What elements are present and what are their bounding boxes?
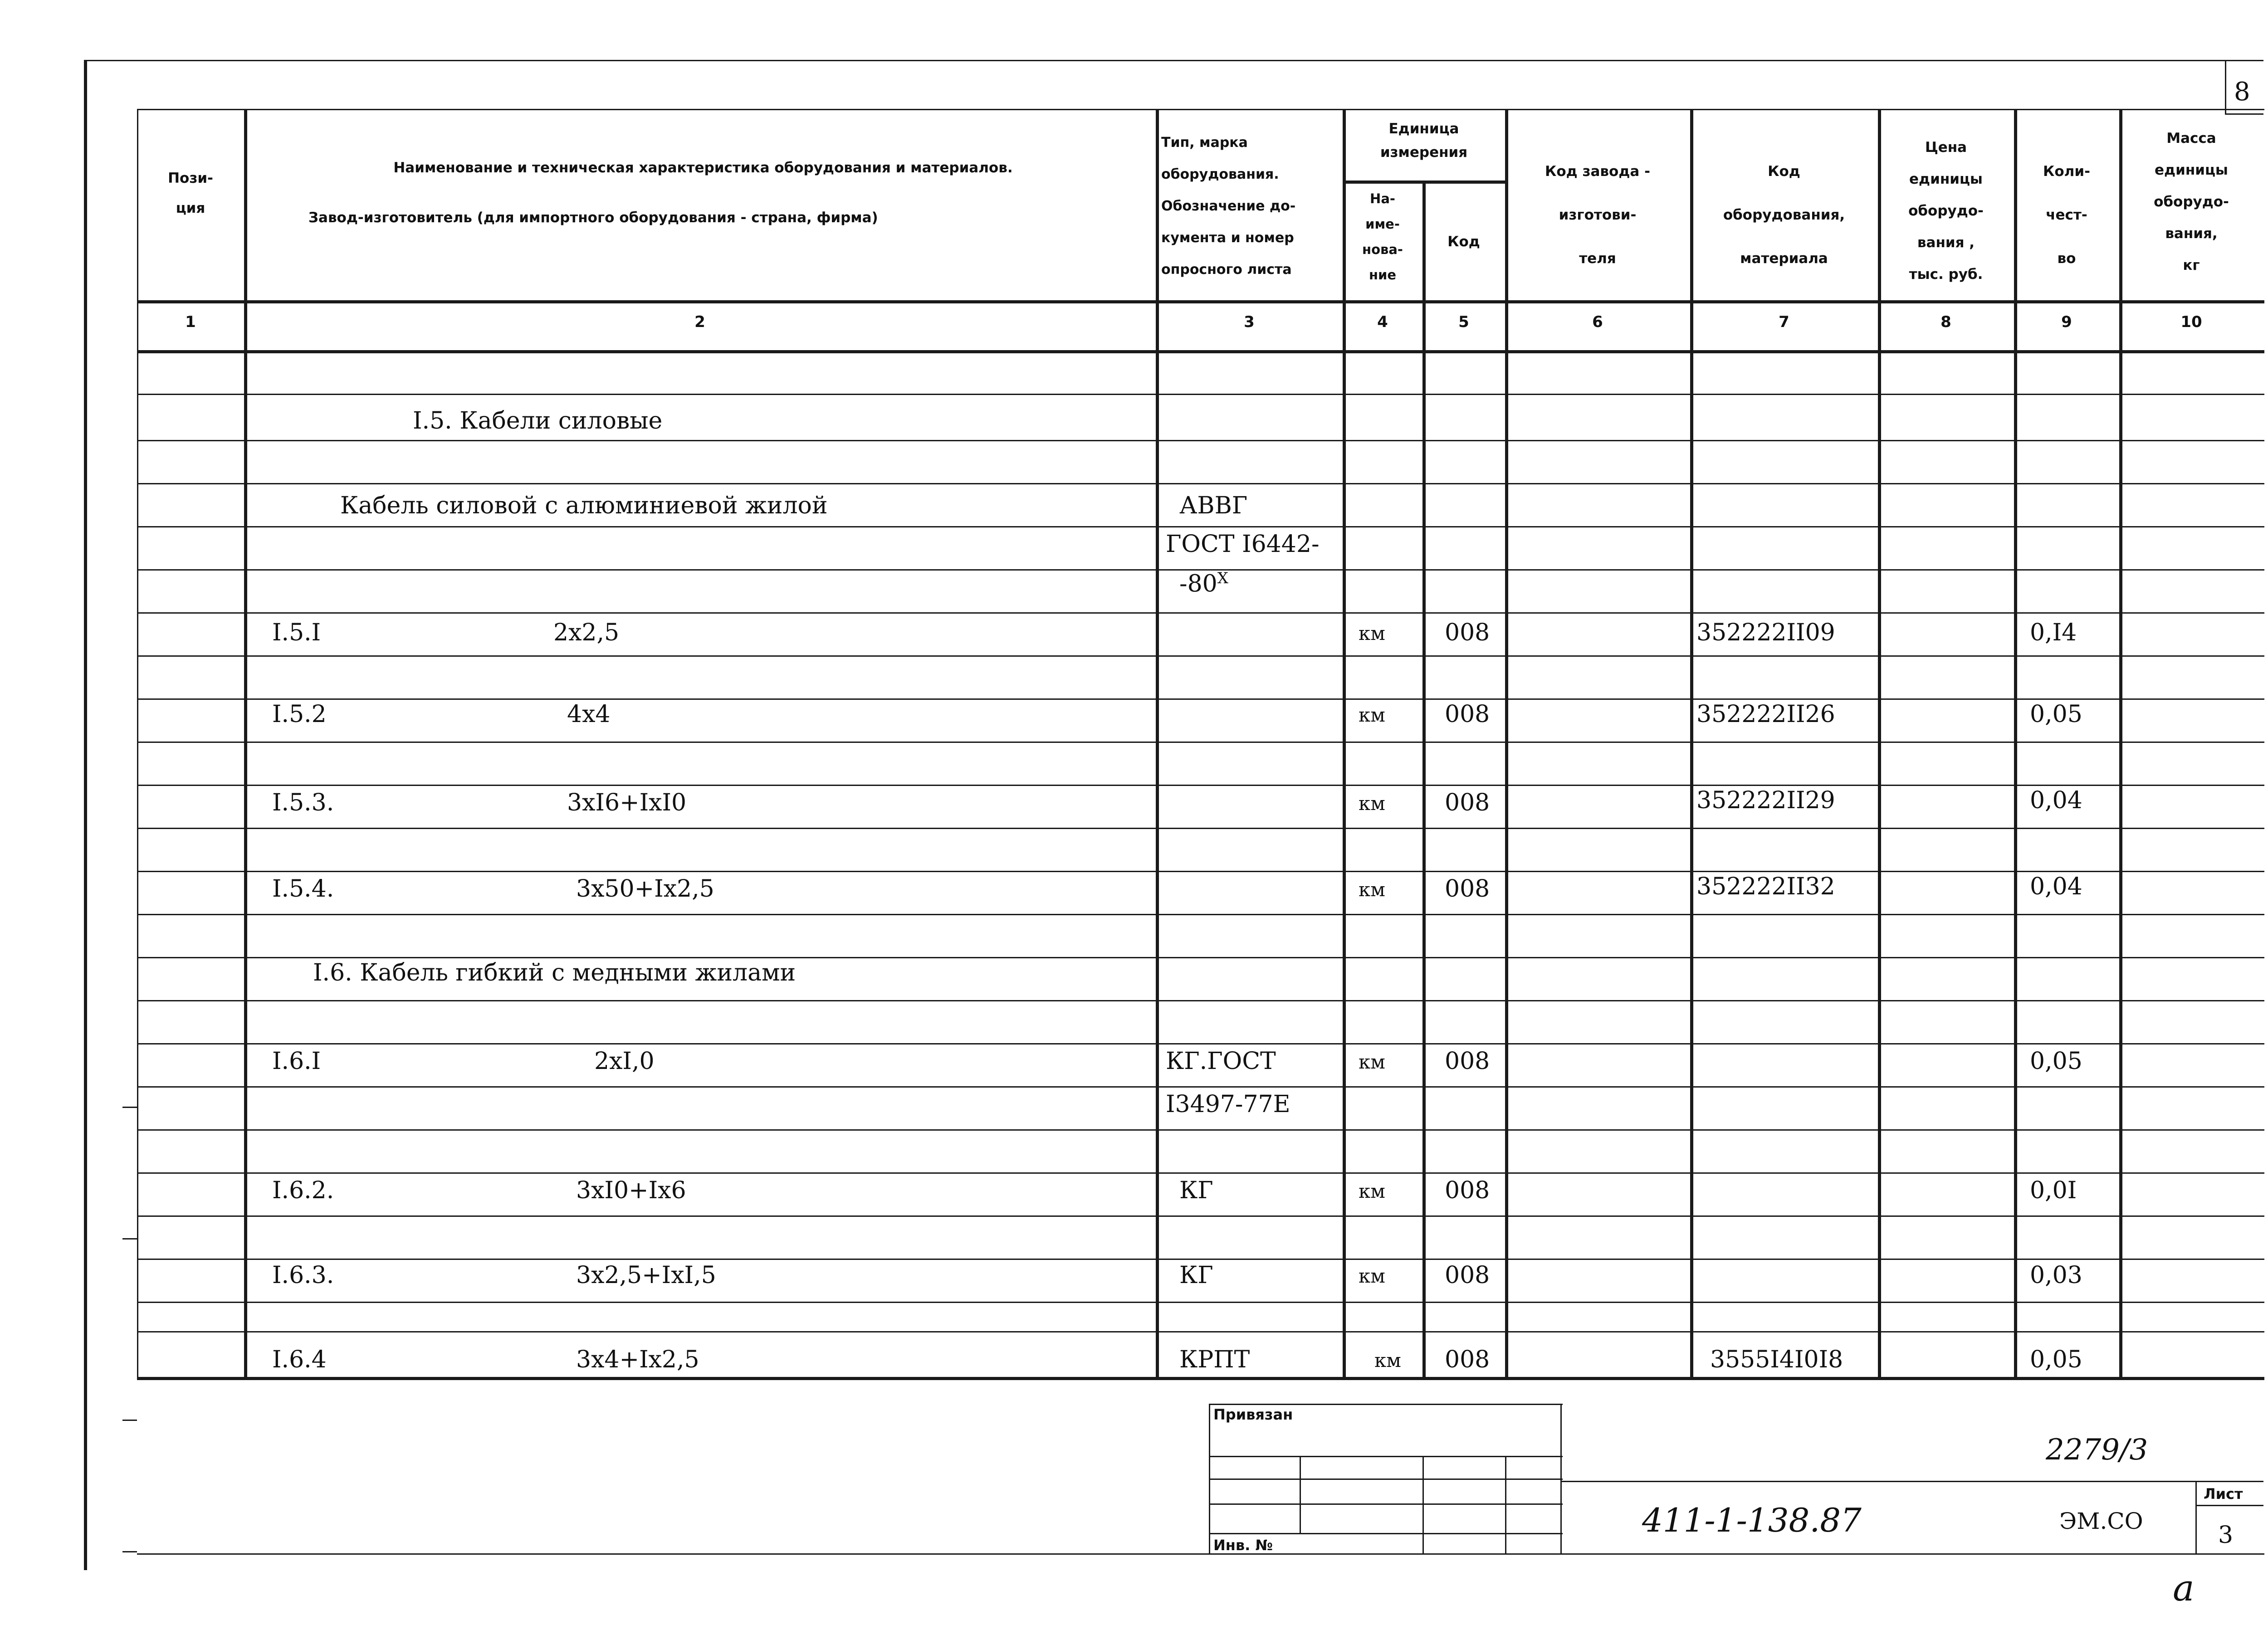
margin-tick-4 (122, 1551, 137, 1552)
header-unit-group: Единица измерения (1380, 121, 1468, 161)
row-position: I.6.2. (272, 1177, 334, 1204)
row-unit: км (1359, 1051, 1385, 1073)
frame-top-line (84, 60, 2263, 61)
section-type-superscript: X (1217, 569, 1228, 587)
stamp-handwritten-number: 2279/3 (2046, 1433, 2148, 1467)
grid-h-r1 (137, 394, 2264, 395)
grid-h-r3 (137, 483, 2264, 484)
row-unit-code: 008 (1445, 875, 1490, 903)
header-name-line2: Завод-изготовитель (для импортного оборудования - страна, фирма) (308, 210, 878, 226)
column-number-9: 9 (2061, 313, 2072, 331)
grid-v-4 (1422, 181, 1426, 1379)
row-unit-code: 008 (1445, 619, 1490, 646)
row-material-code: 352222II32 (1696, 873, 1835, 900)
section-type-line2: ГОСТ I6442- (1166, 531, 1320, 558)
row-type: КРПТ (1179, 1346, 1250, 1373)
row-unit: км (1359, 792, 1385, 815)
header-material-code: Код оборудования, материала (1723, 163, 1845, 267)
sheet-corner-number: 8 (2234, 77, 2250, 107)
stamp-corner-mark: а (2173, 1567, 2195, 1609)
stamp-document-number: 411-1-138.87 (1642, 1501, 1862, 1539)
stamp-box-h2 (1209, 1479, 1563, 1480)
row-unit-code: 008 (1445, 701, 1490, 728)
row-material-code: 352222II09 (1696, 619, 1835, 646)
stamp-box-h4 (1209, 1533, 1563, 1534)
row-spec: 3x50+Ix2,5 (576, 875, 714, 903)
row-quantity: 0,I4 (2030, 619, 2077, 646)
stamp-box-h1 (1209, 1456, 1563, 1457)
row-position: I.5.3. (272, 789, 334, 816)
row-position: I.5.2 (272, 701, 327, 728)
section-heading-1-5: I.5. Кабели силовые (413, 407, 663, 434)
stamp-sheet-number: 3 (2218, 1522, 2234, 1549)
stamp-box-v1 (1300, 1456, 1301, 1533)
grid-v-9 (2119, 109, 2122, 1379)
grid-h-r13 (137, 914, 2264, 915)
stamp-box-top (1209, 1404, 1563, 1405)
grid-v-8 (2014, 109, 2017, 1379)
grid-h-r23 (137, 1331, 2264, 1332)
section-type-line1: АВВГ (1179, 492, 1248, 519)
row-position: I.5.4. (272, 875, 334, 903)
corner-box-bottom (2225, 113, 2263, 115)
row-quantity: 0,0I (2030, 1177, 2077, 1204)
corner-box-left (2225, 60, 2226, 113)
row-unit: км (1359, 1265, 1385, 1287)
grid-h-r8 (137, 698, 2264, 700)
row-spec: 3xI6+IxI0 (567, 789, 687, 816)
header-name-line1: Наименование и техническая характеристика оборудования и материалов. (393, 160, 1013, 176)
stamp-sheet-label: Лист (2204, 1485, 2243, 1503)
frame-left-line (84, 60, 87, 1570)
grid-h-r18 (137, 1129, 2264, 1131)
row-unit: км (1359, 878, 1385, 901)
row-material-code: 3555I4I0I8 (1710, 1346, 1843, 1373)
column-number-7: 7 (1779, 313, 1789, 331)
column-number-5: 5 (1458, 313, 1469, 331)
row-quantity: 0,05 (2030, 1048, 2082, 1075)
row-position: I.6.3. (272, 1262, 334, 1289)
stamp-box-v2 (1422, 1456, 1424, 1553)
column-number-8: 8 (1941, 313, 1951, 331)
row-unit: км (1359, 1180, 1385, 1202)
grid-v-0 (137, 109, 138, 1379)
row-spec: 3x4+Ix2,5 (576, 1346, 699, 1373)
stamp-main-top (1560, 1481, 2263, 1482)
header-unit-code: Код (1447, 234, 1480, 250)
grid-h-r20 (137, 1215, 2264, 1217)
stamp-document-code: ЭМ.СО (2059, 1508, 2143, 1534)
section-heading-1-6: I.6. Кабель гибкий с медными жилами (313, 959, 796, 986)
column-number-3: 3 (1244, 313, 1255, 331)
grid-v-2 (1156, 109, 1159, 1379)
grid-h-r16 (137, 1043, 2264, 1044)
row-position: I.6.I (272, 1048, 321, 1075)
row-spec: 3xI0+Ix6 (576, 1177, 686, 1204)
row-spec: 4x4 (567, 701, 611, 728)
row-type-line2: I3497-77Е (1166, 1091, 1290, 1118)
stamp-bottom-line (137, 1553, 2264, 1555)
grid-h-header (137, 300, 2264, 303)
grid-h-r17 (137, 1086, 2264, 1088)
margin-tick-1 (122, 1107, 137, 1108)
grid-h-r9 (137, 742, 2264, 743)
stamp-bound-label: Привязан (1213, 1406, 1293, 1423)
row-type: КГ.ГОСТ (1166, 1048, 1276, 1075)
margin-tick-3 (122, 1420, 137, 1421)
column-number-1: 1 (185, 313, 196, 331)
grid-h-units (1343, 181, 1505, 184)
section-type-line3 (1179, 569, 1228, 597)
section-type-line3-text: -80 (1179, 570, 1217, 598)
header-unit-name: На- име- нова- ние (1362, 191, 1403, 283)
stamp-box-h3 (1209, 1503, 1563, 1505)
grid-v-3 (1343, 109, 1346, 1379)
grid-h-r14 (137, 957, 2264, 958)
grid-h-r12 (137, 871, 2264, 872)
row-unit-code: 008 (1445, 1346, 1490, 1373)
grid-h-colnums (137, 350, 2264, 353)
grid-v-7 (1878, 109, 1881, 1379)
grid-h-r6 (137, 612, 2264, 614)
row-material-code: 352222II26 (1696, 701, 1835, 728)
row-unit-code: 008 (1445, 789, 1490, 816)
row-quantity: 0,05 (2030, 701, 2082, 728)
header-price: Цена единицы оборудо- вания , тыс. руб. (1908, 139, 1984, 283)
grid-h-r7 (137, 655, 2264, 657)
row-unit: км (1359, 704, 1385, 726)
header-type: Тип, марка оборудования. Обозначение до- кумента и номер опросного листа (1161, 135, 1296, 278)
row-unit-code: 008 (1445, 1262, 1490, 1289)
grid-h-r2 (137, 440, 2264, 441)
stamp-sheet-divider (2195, 1481, 2197, 1553)
grid-h-r21 (137, 1259, 2264, 1260)
grid-h-r4 (137, 526, 2264, 527)
grid-v-1 (244, 109, 247, 1379)
row-quantity: 0,03 (2030, 1262, 2082, 1289)
stamp-sheet-label-line (2195, 1505, 2263, 1506)
row-type: КГ (1179, 1262, 1213, 1289)
grid-h-r22 (137, 1302, 2264, 1303)
row-material-code: 352222II29 (1696, 787, 1835, 814)
header-position: Пози- ция (168, 170, 213, 216)
row-spec: 3x2,5+IxI,5 (576, 1262, 716, 1289)
row-type: КГ (1179, 1177, 1213, 1204)
column-number-4: 4 (1377, 313, 1388, 331)
row-spec: 2x2,5 (553, 619, 620, 646)
row-quantity: 0,05 (2030, 1346, 2082, 1373)
row-unit-code: 008 (1445, 1048, 1490, 1075)
stamp-box-v3 (1505, 1456, 1506, 1553)
grid-h-r10 (137, 785, 2264, 786)
header-quantity: Коли- чест- во (2043, 163, 2090, 267)
stamp-inventory-label: Инв. № (1213, 1537, 1273, 1554)
grid-h-r11 (137, 828, 2264, 829)
header-plant-code: Код завода - изготови- теля (1545, 163, 1650, 267)
grid-v-5 (1505, 109, 1508, 1379)
row-position: I.5.I (272, 619, 321, 646)
grid-h-bottom (137, 1377, 2264, 1380)
row-unit-code: 008 (1445, 1177, 1490, 1204)
row-quantity: 0,04 (2030, 787, 2082, 814)
grid-v-6 (1690, 109, 1693, 1379)
grid-h-top (137, 109, 2264, 110)
grid-h-r15 (137, 1000, 2264, 1001)
column-number-2: 2 (694, 313, 705, 331)
row-position: I.6.4 (272, 1346, 327, 1373)
section-subheading-aluminium: Кабель силовой с алюминиевой жилой (340, 492, 828, 519)
row-quantity: 0,04 (2030, 873, 2082, 900)
column-number-10: 10 (2180, 313, 2202, 331)
row-unit: км (1359, 622, 1385, 644)
margin-tick-2 (122, 1238, 137, 1239)
row-spec: 2xI,0 (594, 1048, 655, 1075)
header-mass: Масса единицы оборудо- вания, кг (2154, 130, 2229, 273)
grid-h-r19 (137, 1172, 2264, 1174)
row-unit: км (1374, 1349, 1401, 1371)
column-number-6: 6 (1592, 313, 1603, 331)
